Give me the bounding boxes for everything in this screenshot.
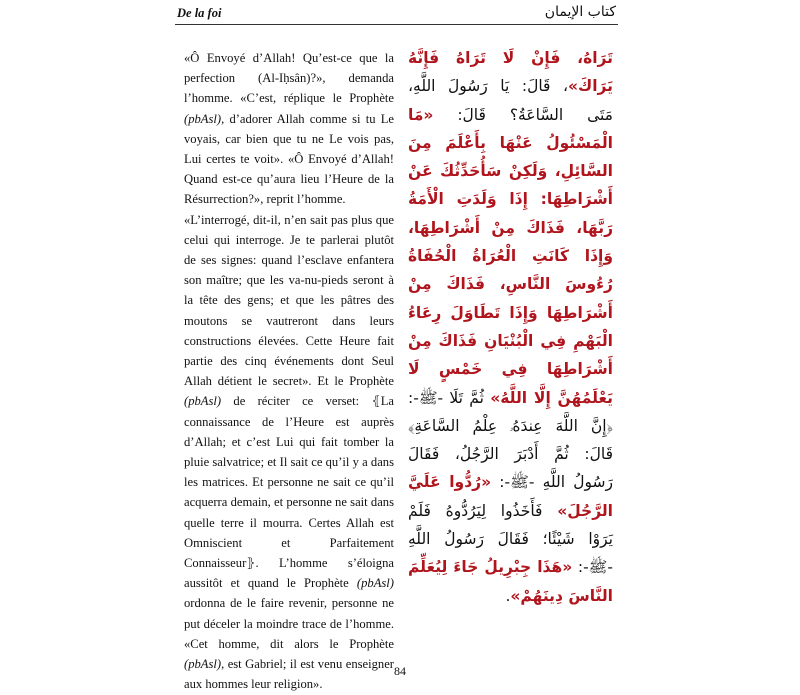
- text-run: ، قَالَ: يَا رَسُولَ اللَّهِ، مَتَى السَّاعَةُ؟ قَالَ:: [408, 77, 613, 124]
- arabic-text-column: [408, 44, 613, 610]
- text-run: فَأَخَذُوا لِيَرُدُّوهُ فَلَمْ يَرَوْا شَيْئًا؛ فَقَالَ رَسُولُ اللَّهِ -ﷺ-:: [408, 501, 613, 577]
- french-translation-column: [184, 48, 394, 695]
- arabic-emphasis-run: «هَذَا جِبْرِيلُ جَاءَ لِيُعَلِّمَ النَّاسَ دِينَهُمْ»: [408, 558, 613, 605]
- text-run: «Ô Envoyé d’Allah! Qu’est-ce que la perfection (Al-Iḥsân)?», demanda l’homme. «C’est, réplique le Prophète: [184, 51, 394, 106]
- chapter-title-french: De la foi: [177, 6, 222, 20]
- text-run: de réciter ce verset: ⦃La connaissance de l’Heure est auprès d’Allah; et c’est Lui qui fait tomber la pluie salvatrice; et Il sait ce qu’il y a dans les matrices. Et personne ne sait ce qu’il acquerra demain, et personne ne sait dans quelle terre il mourra. Certes Allah est Omniscient et Parfaitement Connaisseur⦄. L’homme s’éloigna aussitôt et quand le Prophète: [184, 394, 394, 591]
- text-run: ثُمَّ تَلَا -ﷺ-: ﴿إِنَّ اللَّهَ عِندَهُۥ عِلْمُ السَّاعَةِ﴾ قَالَ: ثُمَّ أَدْبَرَ الرَّجُلُ، فَقَالَ رَسُولُ اللَّهِ -ﷺ-:: [408, 388, 613, 492]
- italic-run: (pbAsl): [356, 576, 394, 591]
- page-number: 84: [394, 664, 406, 678]
- italic-run: (pbAsl): [184, 111, 222, 126]
- chapter-title-arabic: كتاب الإيمان: [544, 4, 616, 20]
- text-run: «L’interrogé, dit-il, n’en sait pas plus que celui qui interroge. Je te parlerai plutôt de ses signes: quand l’esclave enfantera son maître; que les va-nu-pieds seront à la tête des gens; et que les pâtres des moutons se vautreront dans leurs constructions élevées. Cette Heure fait partie des cinq événements dont Seul Allah détient le secret». Et le Prophète: [184, 212, 394, 389]
- text-run: .: [505, 586, 511, 605]
- french-paragraph-1: [184, 48, 394, 210]
- header-rule: [175, 24, 618, 25]
- french-paragraph-2: [184, 210, 394, 695]
- text-run: ordonna de le faire revenir, personne ne put déceler la moindre trace de l’homme. «Cet homme, dit alors le Prophète: [184, 596, 394, 651]
- running-head: [175, 4, 618, 24]
- arabic-emphasis-run: «رُدُّوا عَلَيَّ الرَّجُلَ»: [408, 473, 613, 520]
- arabic-emphasis-run: تَرَاهُ، فَإِنْ لَا تَرَاهُ فَإِنَّهُ يَرَاكَ»: [408, 49, 613, 96]
- arabic-emphasis-run: «مَا الْمَسْئُولُ عَنْهَا بِأَعْلَمَ مِنَ السَّائِلِ، وَلَكِنْ سَأُحَدِّثُكَ عَنْ أَشْرَاطِهَا: إِذَا وَلَدَتِ الْأَمَةُ رَبَّهَا، فَذَاكَ مِنْ أَشْرَاطِهَا، وَإِذَا كَانَتِ الْعُرَاةُ الْحُفَاةُ رُءُوسَ النَّاسِ، فَذَاكَ مِنْ أَشْرَاطِهَا وَإِذَا تَطَاوَلَ رِعَاءُ الْبَهْمِ فِي الْبُنْيَانِ فَذَاكَ مِنْ أَشْرَاطِهَا فِي خَمْسٍ لَا يَعْلَمُهُنَّ إِلَّا اللَّهُ»: [408, 105, 613, 407]
- italic-run: (pbAsl): [184, 394, 222, 409]
- text-run: , est Gabriel; il est venu enseigner aux hommes leur religion».: [184, 657, 394, 692]
- italic-run: (pbAsl): [184, 657, 222, 672]
- text-run: , d’adorer Allah comme si tu Le voyais, car bien que tu ne Le vois pas, Lui certes te voit». «Ô Envoyé d’Allah! Quand est-ce qu’aura lieu l’Heure de la Résurrection?», reprit l’homme.: [184, 111, 394, 207]
